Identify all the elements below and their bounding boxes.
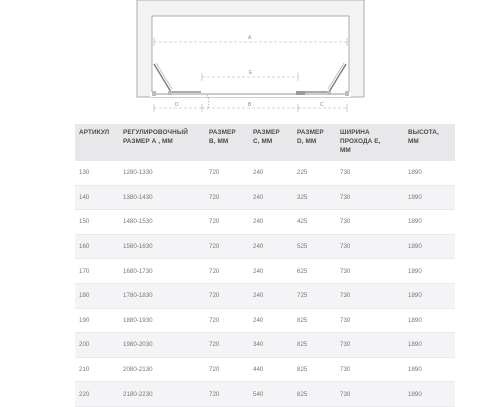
table-cell: 1780-1830: [119, 283, 205, 308]
table-cell: 525: [293, 234, 336, 259]
column-header: [205, 124, 249, 161]
table-cell: 210: [75, 357, 119, 382]
dimension-b-label: B: [248, 102, 252, 108]
table-cell: 730: [336, 283, 404, 308]
table-cell: 1980-2030: [119, 333, 205, 358]
table-cell: 1480-1530: [119, 210, 205, 235]
table-header: [75, 124, 455, 161]
table-cell: 2180-2230: [119, 382, 205, 407]
table-cell: 1890: [404, 357, 455, 382]
table-cell: 170: [75, 259, 119, 284]
column-header-line: D, ММ: [297, 138, 317, 145]
table-cell: 825: [293, 308, 336, 333]
table-cell: 720: [205, 382, 249, 407]
table-row: [75, 259, 455, 284]
table-cell: 720: [205, 210, 249, 235]
table-cell: 190: [75, 308, 119, 333]
table-body: [75, 161, 455, 406]
spec-table: [75, 124, 455, 407]
table-cell: 720: [205, 283, 249, 308]
column-header: [119, 124, 205, 161]
table-cell: 730: [336, 333, 404, 358]
table-cell: 240: [249, 259, 293, 284]
table-cell: 825: [293, 333, 336, 358]
column-header: [249, 124, 293, 161]
column-header-line: АРТИКУЛ: [79, 129, 110, 136]
table-cell: 725: [293, 283, 336, 308]
table-cell: 730: [336, 210, 404, 235]
table-header-row: [75, 124, 455, 161]
table-cell: 720: [205, 161, 249, 185]
table-cell: 200: [75, 333, 119, 358]
dimension-a-label: A: [248, 35, 252, 41]
table-cell: 325: [293, 185, 336, 210]
table-cell: 730: [336, 382, 404, 407]
table-cell: 730: [336, 259, 404, 284]
table-row: [75, 210, 455, 235]
column-header-line: С, ММ: [253, 138, 273, 145]
table-cell: 730: [336, 357, 404, 382]
table-cell: 1580-1630: [119, 234, 205, 259]
table-cell: 1890: [404, 185, 455, 210]
table-cell: 730: [336, 185, 404, 210]
table-cell: 150: [75, 210, 119, 235]
wall-outline: [137, 0, 364, 97]
column-header-line: B, ММ: [209, 138, 229, 145]
table-cell: 720: [205, 185, 249, 210]
table-cell: 1890: [404, 283, 455, 308]
column-header: [404, 124, 455, 161]
table-cell: 240: [249, 234, 293, 259]
table-cell: 1890: [404, 333, 455, 358]
table-row: [75, 382, 455, 407]
table-cell: 540: [249, 382, 293, 407]
table-row: [75, 185, 455, 210]
table-cell: 425: [293, 210, 336, 235]
table-cell: 130: [75, 161, 119, 185]
table-cell: 240: [249, 283, 293, 308]
column-header-line: РАЗМЕР: [253, 129, 280, 136]
table-cell: 225: [293, 161, 336, 185]
table-cell: 720: [205, 234, 249, 259]
table-cell: 730: [336, 234, 404, 259]
column-header-line: РАЗМЕР А , ММ: [123, 138, 173, 145]
column-header: [293, 124, 336, 161]
table-cell: 1280-1330: [119, 161, 205, 185]
dimension-e-label: E: [249, 70, 253, 76]
table-row: [75, 308, 455, 333]
column-header-line: РЕГУЛИРОВОЧНЫЙ: [123, 129, 188, 136]
table-cell: 720: [205, 333, 249, 358]
table-cell: 720: [205, 357, 249, 382]
column-header-line: ММ: [408, 138, 419, 145]
table-cell: 730: [336, 161, 404, 185]
column-header: [336, 124, 404, 161]
column-header: [75, 124, 119, 161]
column-header-line: ШИРИНА: [340, 129, 370, 136]
table-cell: 1890: [404, 382, 455, 407]
table-cell: 720: [205, 308, 249, 333]
column-header-line: РАЗМЕР: [209, 129, 236, 136]
table-cell: 240: [249, 210, 293, 235]
column-header-line: ММ: [340, 147, 351, 154]
table-cell: 625: [293, 259, 336, 284]
table-row: [75, 283, 455, 308]
table-row: [75, 333, 455, 358]
table-cell: 720: [205, 259, 249, 284]
dimension-d-label: D: [175, 102, 179, 108]
table-cell: 140: [75, 185, 119, 210]
table-cell: 240: [249, 161, 293, 185]
table-cell: 1890: [404, 161, 455, 185]
dimension-c-label: C: [320, 102, 324, 108]
table-cell: 2080-2130: [119, 357, 205, 382]
table-cell: 1890: [404, 234, 455, 259]
table-cell: 825: [293, 382, 336, 407]
table-cell: 160: [75, 234, 119, 259]
table-cell: 240: [249, 185, 293, 210]
table-cell: 1880-1930: [119, 308, 205, 333]
table-cell: 240: [249, 308, 293, 333]
table-cell: 180: [75, 283, 119, 308]
column-header-line: РАЗМЕР: [297, 129, 324, 136]
table-cell: 440: [249, 357, 293, 382]
table-cell: 1890: [404, 308, 455, 333]
table-row: [75, 357, 455, 382]
table-cell: 220: [75, 382, 119, 407]
column-header-line: ПРОХОДА Е,: [340, 138, 381, 145]
table-cell: 340: [249, 333, 293, 358]
column-header-line: ВЫСОТА,: [408, 129, 439, 136]
table-row: [75, 161, 455, 185]
shower-door-diagram: [0, 0, 500, 118]
table-cell: 1890: [404, 259, 455, 284]
table-cell: 730: [336, 308, 404, 333]
table-cell: 1380-1430: [119, 185, 205, 210]
table-cell: 1680-1730: [119, 259, 205, 284]
table-cell: 1890: [404, 210, 455, 235]
table-cell: 825: [293, 357, 336, 382]
table-row: [75, 234, 455, 259]
